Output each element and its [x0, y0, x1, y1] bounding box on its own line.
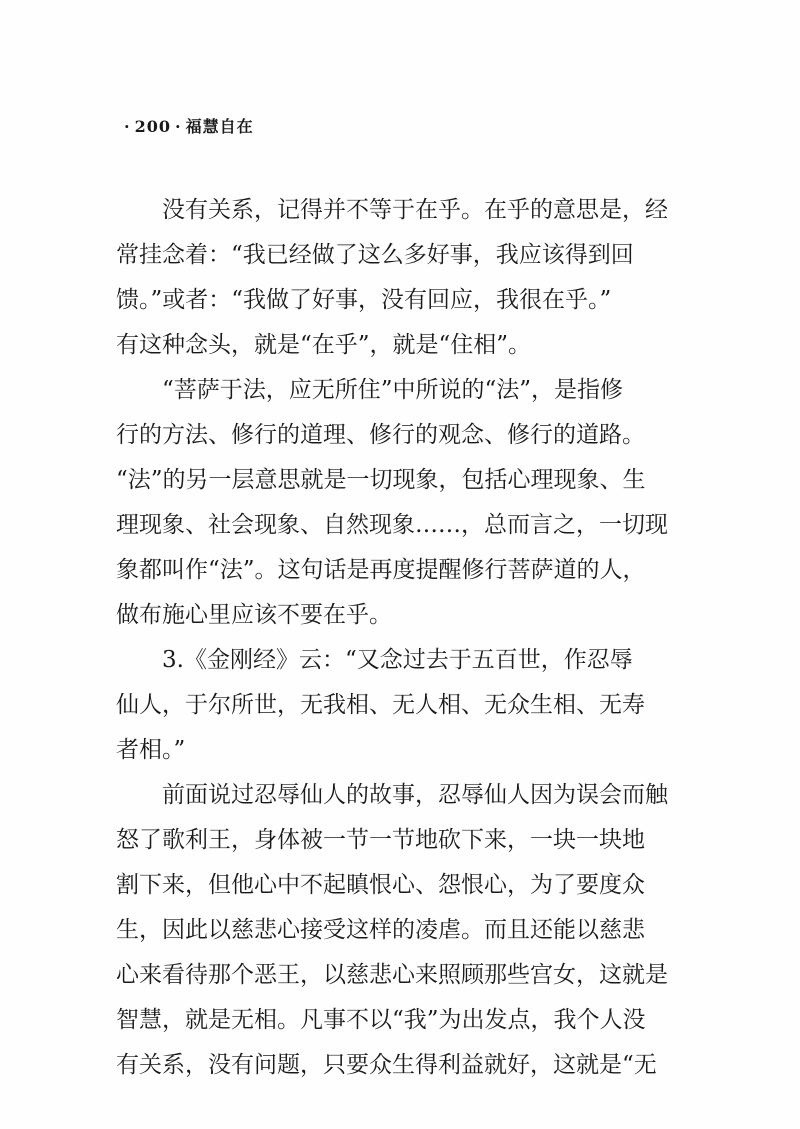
text-line: 者相。”: [116, 737, 186, 763]
book-title: 福慧自在: [185, 117, 254, 136]
text-line: 割下来，但他心中不起瞋恨心、怨恨心，为了要度众: [116, 872, 645, 898]
text-line: 心来看待那个恶王，以慈悲心来照顾那些宫女，这就是: [116, 962, 668, 988]
text-line: “菩萨于法，应无所住”中所说的“法”，是指修: [116, 377, 624, 403]
text-line: 生，因此以慈悲心接受这样的凌虐。而且还能以慈悲: [116, 917, 645, 943]
text-line: 馈。”或者：“我做了好事，没有回应，我很在乎。”: [116, 287, 612, 313]
header-bullet-left: ·: [124, 117, 131, 136]
text-line: 3.《金刚经》云：“又念过去于五百世，作忍辱: [116, 647, 633, 673]
text-line: 做布施心里应该不要在乎。: [116, 602, 392, 628]
text-line: 有这种念头，就是“在乎”，就是“住相”。: [116, 332, 532, 358]
text-line: 常挂念着：“我已经做了这么多好事，我应该得到回: [116, 242, 634, 268]
text-line: “法”的另一层意思就是一切现象，包括心理现象、生: [116, 467, 646, 493]
text-line: 象都叫作“法”。这句话是再度提醒修行菩萨道的人，: [116, 557, 646, 583]
text-line: 理现象、社会现象、自然现象……，总而言之，一切现: [116, 512, 668, 538]
text-line: 仙人，于尔所世，无我相、无人相、无众生相、无寿: [116, 692, 645, 718]
text-line: 有关系，没有问题，只要众生得利益就好，这就是“无: [116, 1052, 657, 1078]
header-bullet-right: ·: [174, 117, 182, 136]
page-number: 200: [134, 117, 171, 136]
body-text: [116, 188, 684, 1088]
text-line: 智慧，就是无相。凡事不以“我”为出发点，我个人没: [116, 1007, 646, 1033]
text-line: 前面说过忍辱仙人的故事，忍辱仙人因为误会而触: [116, 782, 668, 808]
text-line: 行的方法、修行的道理、修行的观念、修行的道路。: [116, 422, 645, 448]
text-line: 没有关系，记得并不等于在乎。在乎的意思是，经: [116, 197, 668, 223]
running-header: [120, 114, 254, 137]
text-line: 怒了歌利王，身体被一节一节地砍下来，一块一块地: [116, 827, 645, 853]
